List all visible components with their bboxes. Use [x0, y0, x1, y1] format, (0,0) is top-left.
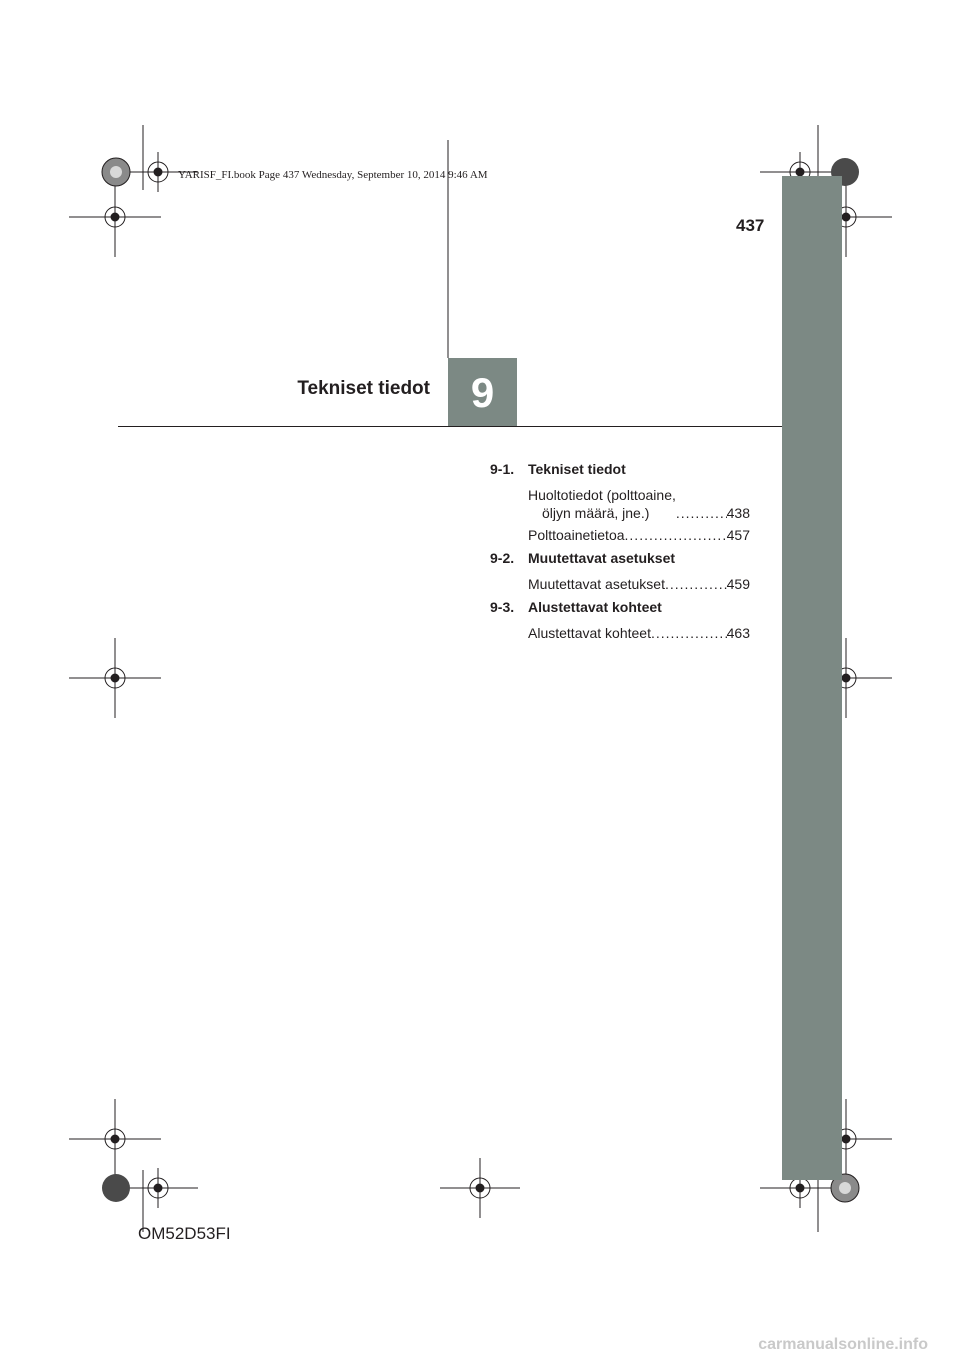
toc-entry-page: 438 — [726, 505, 750, 521]
toc-entry-page: 463 — [726, 625, 750, 641]
toc-leader-dots — [665, 575, 727, 593]
toc-section-number: 9-2. — [490, 550, 515, 566]
toc-entry-title: Muutettavat asetukset — [528, 576, 665, 592]
toc-entry-title: Polttoainetietoa — [528, 527, 625, 543]
crosshair-target-icon — [69, 152, 892, 1218]
radial-target-icon — [102, 158, 859, 1202]
toc-entry-title: Huoltotiedot (polttoaine, — [528, 487, 676, 503]
toc-entry[interactable] — [528, 571, 750, 593]
toc-leader-dots — [625, 526, 727, 544]
toc-leader-dots — [651, 624, 727, 642]
toc-entry[interactable] — [528, 522, 750, 544]
toc-entry[interactable] — [528, 620, 750, 642]
toc-entry-page: 459 — [726, 576, 750, 592]
toc-entry-title: Alustettavat kohteet — [528, 625, 651, 641]
toc-section-number: 9-3. — [490, 599, 515, 615]
toc-section-title: Tekniset tiedot — [528, 461, 626, 477]
toc-section — [490, 598, 750, 642]
page-number: 437 — [736, 216, 765, 235]
toc-section-heading[interactable] — [490, 549, 750, 571]
chapter-side-tab — [782, 176, 842, 1180]
manual-code: OM52D53FI — [138, 1224, 231, 1243]
toc-section — [490, 460, 750, 544]
toc-section-heading[interactable] — [490, 598, 750, 620]
chapter-number-box — [448, 358, 517, 427]
toc-leader-dots — [676, 504, 727, 522]
table-of-contents — [490, 460, 750, 642]
chapter-title: Tekniset tiedot — [297, 378, 430, 399]
toc-entry-page: 457 — [726, 527, 750, 543]
chapter-divider — [118, 426, 782, 427]
toc-entry-title-continued: öljyn määrä, jne.) — [542, 505, 650, 521]
toc-section-number: 9-1. — [490, 461, 515, 477]
toc-section-title: Alustettavat kohteet — [528, 599, 662, 615]
toc-section-heading[interactable] — [490, 460, 750, 482]
toc-entry[interactable] — [528, 482, 750, 522]
toc-section — [490, 549, 750, 593]
toc-section-title: Muutettavat asetukset — [528, 550, 676, 566]
site-watermark[interactable]: carmanualsonline.info — [0, 1336, 960, 1358]
print-header-note: YARISF_FI.book Page 437 Wednesday, September 10, 2014 9:46 AM — [178, 169, 488, 181]
chapter-number: 9 — [470, 368, 495, 416]
